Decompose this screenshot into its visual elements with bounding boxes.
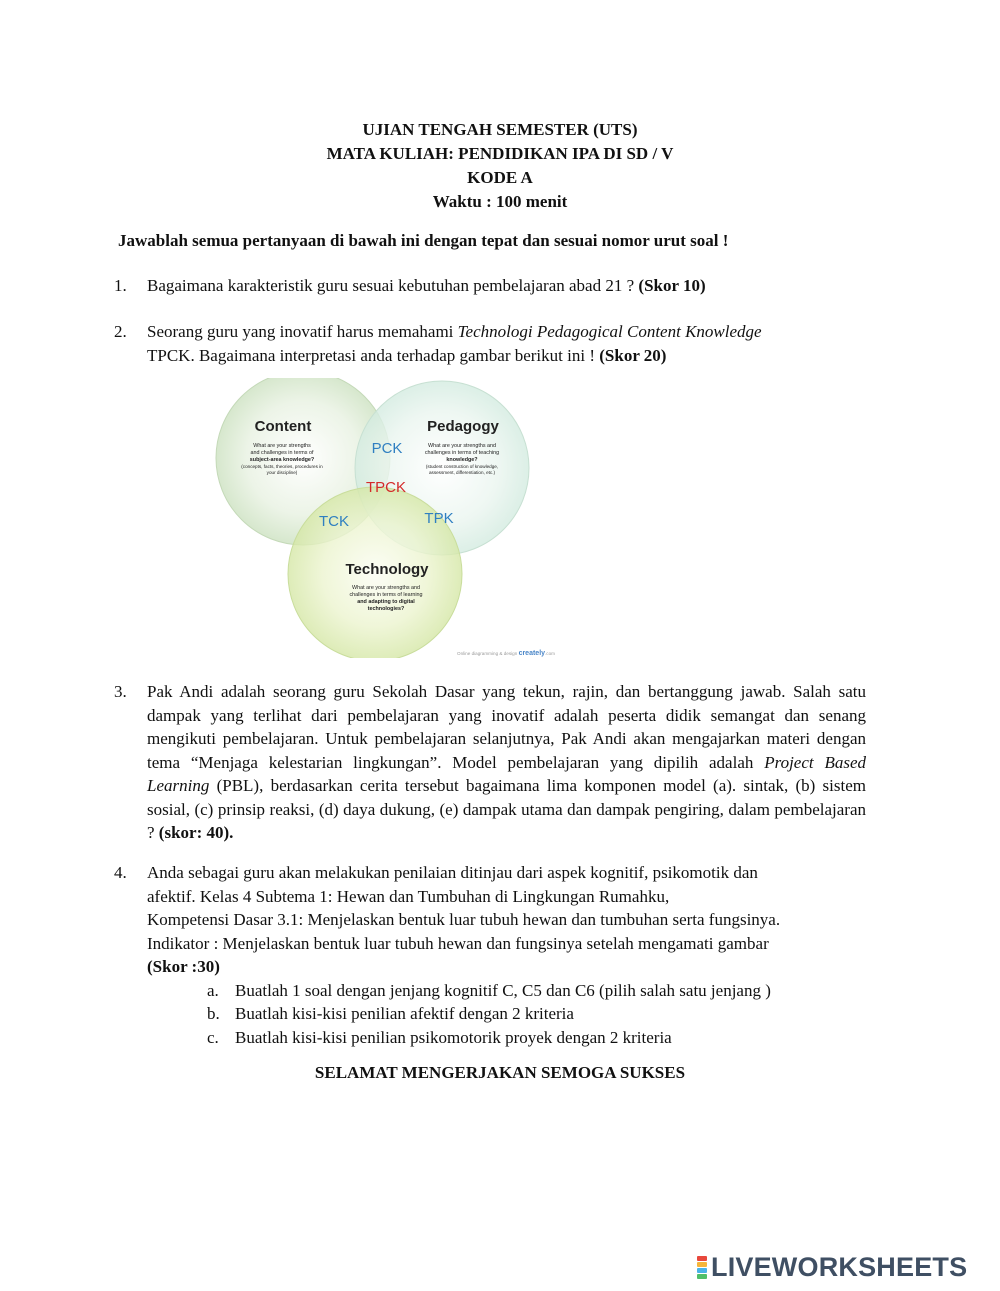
pedagogy-desc-1: What are your strengths and bbox=[427, 443, 497, 449]
competency-text: Kompetensi Dasar 3.1: Menjelaskan bentuk luar tubuh hewan dan tumbuhan serta fungsinya. bbox=[147, 910, 781, 929]
content-desc-1: What are your strengths bbox=[253, 443, 311, 449]
question-number: 4. bbox=[114, 863, 127, 882]
pedagogy-desc-3: knowledge? bbox=[446, 457, 478, 463]
pedagogy-desc-4: (student construction of knowledge, bbox=[425, 464, 499, 469]
content-desc-4: (concepts, facts, theories, procedures in bbox=[241, 464, 323, 469]
pedagogy-title: Pedagogy bbox=[427, 418, 499, 435]
question-1 bbox=[114, 274, 866, 298]
subitem-letter: c. bbox=[207, 1027, 219, 1047]
course-name: MATA KULIAH: PENDIDIKAN IPA DI SD / V bbox=[326, 144, 674, 163]
subitem-b bbox=[147, 1002, 866, 1026]
exam-code: KODE A bbox=[467, 168, 533, 187]
question-score: (Skor :30) bbox=[147, 957, 220, 976]
question-number: 2. bbox=[114, 322, 127, 341]
question-text: Bagaimana karakteristik guru sesuai kebutuhan pembelajaran abad 21 ? bbox=[147, 276, 639, 295]
technology-title: Technology bbox=[345, 561, 429, 578]
content-desc-5: your discipline) bbox=[266, 470, 298, 475]
technology-desc-2: challenges in terms of learning bbox=[349, 592, 423, 598]
tpk-label: TPK bbox=[424, 510, 454, 527]
technology-desc-1: What are your strengths and bbox=[351, 585, 421, 591]
technology-desc-3: and adapting to digital bbox=[357, 599, 415, 605]
question-text: Anda sebagai guru akan melakukan penilaian ditinjau dari aspek kognitif, psikomotik dan bbox=[147, 863, 758, 882]
instruction-text: Jawablah semua pertanyaan di bawah ini dengan tepat dan sesuai nomor urut soal ! bbox=[118, 231, 729, 250]
subitem-letter: a. bbox=[207, 980, 219, 1000]
technology-desc-4: technologies? bbox=[367, 606, 405, 612]
pedagogy-desc-2: challenges in terms of teaching bbox=[424, 450, 500, 456]
question-2 bbox=[114, 320, 866, 367]
question-text: afektif. Kelas 4 Subtema 1: Hewan dan Tumbuhan di Lingkungan Rumahku, bbox=[147, 886, 670, 906]
question-text: Seorang guru yang inovatif harus memahami bbox=[147, 322, 458, 341]
subitem-text: Buatlah kisi-kisi penilian psikomotorik proyek dengan 2 kriteria bbox=[235, 1027, 672, 1047]
exam-header bbox=[0, 118, 1000, 214]
subitem-letter: b. bbox=[207, 1004, 220, 1023]
content-title: Content bbox=[254, 418, 312, 435]
tpck-venn-diagram bbox=[210, 378, 570, 658]
content-desc-2: and challenges in terms of bbox=[250, 450, 314, 456]
question-italic-term: Project Based Learning bbox=[147, 752, 867, 795]
subitem-text: Buatlah 1 soal dengan jenjang kognitif C, C5 dan C6 (pilih salah satu jenjang ) bbox=[235, 980, 771, 1000]
exam-title: UJIAN TENGAH SEMESTER (UTS) bbox=[362, 120, 638, 139]
question-text: (PBL), berdasarkan cerita tersebut bagaimana lima komponen model (a). sintak, (b) sistem sosial, (c) prinsip reaksi, (d) daya dukung, (e) dampak utama dan dampak pengiring, dalam pembelajaran ? bbox=[147, 776, 866, 842]
content-desc-3: subject-area knowledge? bbox=[249, 457, 315, 463]
closing-message: SELAMAT MENGERJAKAN SEMOGA SUKSES bbox=[314, 1063, 686, 1082]
exam-duration: Waktu : 100 menit bbox=[432, 192, 568, 211]
tpck-label: TPCK bbox=[365, 479, 407, 496]
indicator-text: Indikator : Menjelaskan bentuk luar tubuh hewan dan fungsinya setelah mengamati gambar bbox=[147, 933, 769, 953]
question-score: (skor: 40). bbox=[158, 823, 234, 842]
question-text: TPCK. Bagaimana interpretasi anda terhadap gambar berikut ini ! bbox=[147, 345, 600, 365]
liveworksheets-logo-icon bbox=[697, 1256, 707, 1279]
liveworksheets-text: LIVEWORKSHEETS bbox=[711, 1251, 968, 1282]
question-3 bbox=[114, 680, 866, 845]
pedagogy-desc-5: assessment, differentiation, etc.) bbox=[428, 470, 496, 475]
pck-label: PCK bbox=[371, 440, 403, 457]
question-score: (Skor 10) bbox=[638, 276, 706, 295]
question-text: Pak Andi adalah seorang guru Sekolah Dasar yang tekun, rajin, dan bertanggung jawab. Salah satu dampak yang terlihat dari pembelajaran yang inovatif adalah peserta didik semangat dan senang mengikuti pembelajaran. Untuk pembelajaran selanjutnya, Pak Andi akan mengajarkan materi dengan tema “Menjaga kelestarian lingkungan”. Model pembelajaran yang dipilih adalah bbox=[147, 682, 866, 772]
liveworksheets-watermark bbox=[697, 1251, 968, 1282]
subitem-a bbox=[147, 979, 866, 1003]
creately-credit: Online diagramming & design creately.com bbox=[457, 650, 555, 657]
question-number: 1. bbox=[114, 276, 127, 295]
question-number: 3. bbox=[114, 682, 127, 701]
subitem-text: Buatlah kisi-kisi penilian afektif dengan 2 kriteria bbox=[235, 1004, 574, 1023]
question-italic-term: Technologi Pedagogical Content Knowledge bbox=[457, 322, 762, 341]
question-4 bbox=[114, 861, 866, 1049]
tck-label: TCK bbox=[319, 513, 349, 530]
question-score: (Skor 20) bbox=[599, 345, 667, 365]
subitem-c bbox=[147, 1026, 866, 1050]
